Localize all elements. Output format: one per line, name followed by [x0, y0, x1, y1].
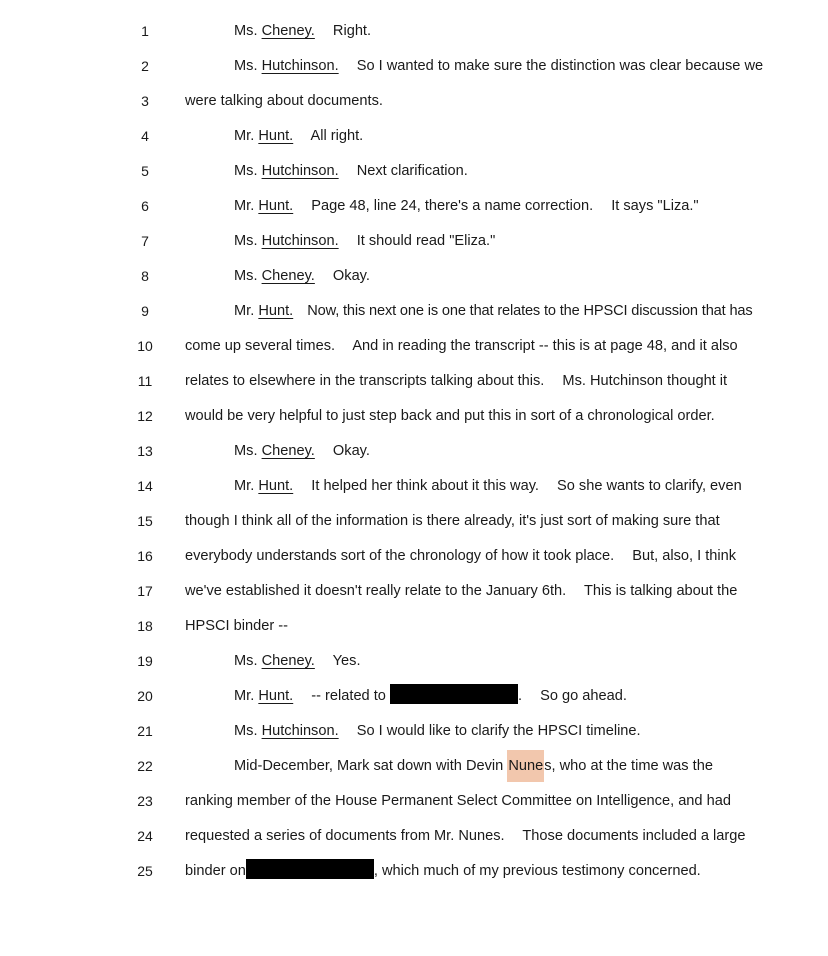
line-text: [234, 224, 495, 259]
transcript-line: [0, 644, 828, 679]
line-text: [185, 854, 701, 889]
transcript-line: [0, 84, 828, 119]
line-number: 4: [141, 128, 149, 144]
speech-text: Okay.: [332, 443, 370, 459]
line-number: 25: [137, 863, 153, 879]
line-text: were talking about documents.: [185, 93, 383, 109]
line-text: [185, 539, 736, 574]
speaker-title: Ms.: [234, 163, 258, 179]
line-number: 14: [137, 478, 153, 494]
line-number: 8: [141, 268, 149, 284]
line-text: [185, 819, 746, 854]
line-text: [234, 644, 361, 679]
speaker-name: Cheney.: [261, 23, 315, 39]
line-text: [234, 119, 363, 154]
speaker-title: Mr.: [234, 478, 255, 494]
speech-text: Right.: [332, 23, 372, 39]
speaker-name: Hunt.: [258, 478, 294, 494]
line-text: [234, 469, 742, 504]
redaction-bar: [246, 859, 374, 879]
line-number: 10: [137, 338, 153, 354]
speech-text-continued: s, who at the time was the: [544, 758, 713, 774]
transcript-line: [0, 539, 828, 574]
speech-text: requested a series of documents from Mr. Nunes.: [185, 828, 505, 844]
line-number: 19: [137, 653, 153, 669]
line-number: 9: [141, 303, 149, 319]
speaker-title: Ms.: [234, 233, 258, 249]
line-text: [185, 364, 727, 399]
speech-text: Page 48, line 24, there's a name correction.: [311, 198, 594, 214]
line-text: [234, 49, 763, 84]
transcript-line: [0, 329, 828, 364]
line-number: 24: [137, 828, 153, 844]
speech-text: -- related to: [311, 688, 386, 704]
line-number: 6: [141, 198, 149, 214]
line-number: 12: [137, 408, 153, 424]
speaker-title: Ms.: [234, 653, 258, 669]
speech-text: All right.: [310, 128, 364, 144]
speaker-name: Cheney.: [261, 653, 315, 669]
speech-text: we've established it doesn't really relate to the January 6th.: [185, 583, 567, 599]
speaker-name: Hunt.: [258, 198, 294, 214]
speech-text: Mid-December, Mark sat down with Devin: [234, 758, 508, 774]
line-number: 23: [137, 793, 153, 809]
transcript-line: [0, 574, 828, 609]
speech-text: So I would like to clarify the HPSCI timeline.: [356, 723, 641, 739]
line-text: [185, 574, 737, 609]
speech-text-continued: Those documents included a large: [522, 828, 746, 844]
transcript-line: [0, 224, 828, 259]
line-text: though I think all of the information is there already, it's just sort of making sure that: [185, 513, 720, 529]
transcript-line: [0, 434, 828, 469]
transcript-line: [0, 854, 828, 889]
speaker-name: Cheney.: [261, 443, 315, 459]
speaker-title: Mr.: [234, 688, 255, 704]
line-number: 11: [137, 373, 153, 389]
line-text: [234, 679, 627, 714]
speaker-name: Cheney.: [261, 268, 315, 284]
line-text: ranking member of the House Permanent Select Committee on Intelligence, and had: [185, 793, 731, 809]
line-text: [234, 749, 713, 784]
transcript-line: [0, 14, 828, 49]
speaker-title: Mr.: [234, 198, 255, 214]
speaker-name: Hutchinson.: [261, 163, 339, 179]
speaker-name: Hutchinson.: [261, 233, 339, 249]
transcript-line: [0, 294, 828, 329]
line-number: 18: [137, 618, 153, 634]
line-text: [234, 259, 370, 294]
speech-text: relates to elsewhere in the transcripts talking about this.: [185, 373, 545, 389]
line-number: 1: [141, 23, 149, 39]
transcript-line: [0, 504, 828, 539]
speech-text-tail: So go ahead.: [540, 688, 627, 704]
speaker-name: Hutchinson.: [261, 58, 339, 74]
transcript-line: [0, 749, 828, 784]
line-text: would be very helpful to just step back and put this in sort of a chronological order.: [185, 408, 715, 424]
speech-text-continued: And in reading the transcript -- this is at page 48, and it also: [352, 338, 738, 354]
transcript-line: [0, 609, 828, 644]
speaker-title: Ms.: [234, 723, 258, 739]
line-text: [234, 154, 468, 189]
speaker-name: Hutchinson.: [261, 723, 339, 739]
line-number: 15: [137, 513, 153, 529]
line-number: 22: [137, 758, 153, 774]
speech-text-continued: , which much of my previous testimony concerned.: [373, 863, 701, 879]
speech-text: It should read "Eliza.": [356, 233, 496, 249]
line-number: 7: [141, 233, 149, 249]
transcript-line: [0, 784, 828, 819]
speaker-name: Hunt.: [258, 128, 294, 144]
line-text: [234, 189, 699, 224]
line-number: 21: [137, 723, 153, 739]
speech-text: So I wanted to make sure the distinction was clear because we: [356, 58, 764, 74]
speaker-title: Ms.: [234, 268, 258, 284]
speech-text-continued: This is talking about the: [583, 583, 738, 599]
transcript-line: [0, 714, 828, 749]
highlighted-word: Nune: [507, 750, 544, 782]
transcript-line: [0, 189, 828, 224]
transcript-line: [0, 819, 828, 854]
speech-text: Next clarification.: [356, 163, 468, 179]
speaker-title: Ms.: [234, 58, 258, 74]
speech-text: It helped her think about it this way.: [311, 478, 539, 494]
speaker-name: Hunt.: [258, 303, 294, 319]
line-number: 20: [137, 688, 153, 704]
speaker-title: Mr.: [234, 303, 255, 319]
line-text: [234, 294, 753, 329]
speaker-title: Mr.: [234, 128, 255, 144]
speech-text: Yes.: [332, 653, 361, 669]
redaction-bar: [390, 684, 518, 704]
speech-text: Now, this next one is one that relates to the HPSCI discussion that has: [307, 303, 753, 319]
speaker-name: Hunt.: [258, 688, 294, 704]
speech-text-continued: But, also, I think: [632, 548, 737, 564]
speech-text-continued: So she wants to clarify, even: [557, 478, 742, 494]
speech-text-continued: It says "Liza.": [611, 198, 699, 214]
line-text: [185, 329, 738, 364]
speech-text: binder on: [185, 863, 246, 879]
speech-text: everybody understands sort of the chronology of how it took place.: [185, 548, 615, 564]
line-text: [234, 434, 370, 469]
line-number: 3: [141, 93, 149, 109]
line-number: 16: [137, 548, 153, 564]
line-number: 13: [137, 443, 153, 459]
speech-text: come up several times.: [185, 338, 336, 354]
transcript-line: [0, 49, 828, 84]
speaker-title: Ms.: [234, 23, 258, 39]
line-text: HPSCI binder --: [185, 618, 288, 634]
line-number: 17: [137, 583, 153, 599]
speech-text-continued: .: [517, 688, 523, 704]
speech-text: Okay.: [332, 268, 370, 284]
speaker-title: Ms.: [234, 443, 258, 459]
transcript-line: [0, 259, 828, 294]
transcript-line: [0, 119, 828, 154]
line-number: 2: [141, 58, 149, 74]
line-text: [234, 14, 371, 49]
transcript-line: [0, 364, 828, 399]
speech-text-continued: Ms. Hutchinson thought it: [562, 373, 728, 389]
transcript-line: [0, 679, 828, 714]
line-number: 5: [141, 163, 149, 179]
transcript-line: [0, 399, 828, 434]
transcript-line: [0, 154, 828, 189]
line-text: [234, 714, 641, 749]
transcript-line: [0, 469, 828, 504]
